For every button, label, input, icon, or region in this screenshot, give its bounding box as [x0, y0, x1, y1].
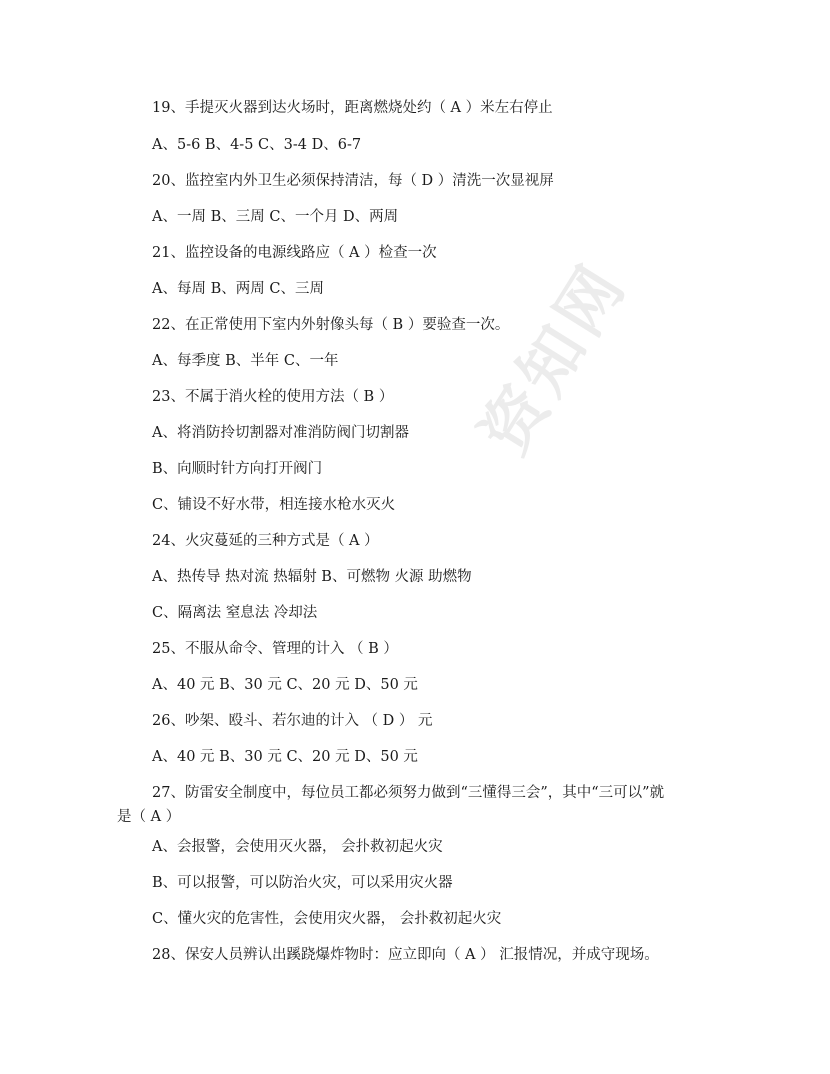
question-25: 25、不服从命令、管理的计入 （ B ）: [152, 641, 398, 657]
question-26: 26、吵架、殴斗、若尔迪的计入 （ D ） 元: [152, 713, 433, 729]
question-21: 21、监控设备的电源线路应（ A ）检查一次: [152, 245, 437, 261]
watermark: 资知网: [467, 249, 642, 468]
options-22: A、每季度 B、半年 C、一年: [152, 353, 339, 369]
option-23-c: C、铺设不好水带，相连接水枪水灭火: [152, 497, 396, 513]
options-21: A、每周 B、两周 C、三周: [152, 281, 324, 297]
question-19: 19、手提灭火器到达火场时，距离燃烧处约（ A ）米左右停止: [152, 100, 553, 116]
question-23: 23、不属于消火栓的使用方法（ B ）: [152, 389, 394, 405]
question-27: 27、防雷安全制度中，每位员工都必须努力做到“三懂得三会”，其中“三可以”就: [152, 785, 665, 801]
option-27-b: B、可以报警，可以防治火灾，可以采用灾火器: [152, 875, 453, 891]
option-23-a: A、将消防拎切割器对准消防阀门切割器: [152, 425, 409, 441]
options-19: A、5-6 B、4-5 C、3-4 D、6-7: [152, 137, 362, 153]
options-26: A、40 元 B、30 元 C、20 元 D、50 元: [152, 749, 418, 765]
question-28: 28、保安人员辨认出蹊跷爆炸物时：应立即向（ A ） 汇报情况，并成守现场。: [152, 947, 659, 963]
option-27-c: C、懂火灾的危害性，会使用灾火器， 会扑救初起火灾: [152, 911, 502, 927]
question-20: 20、监控室内外卫生必须保持清洁，每（ D ）清洗一次显视屏: [152, 173, 554, 189]
question-27-continued: 是（ A ）: [117, 809, 181, 825]
options-25: A、40 元 B、30 元 C、20 元 D、50 元: [152, 677, 418, 693]
question-22: 22、在正常使用下室内外射像头每（ B ）要验查一次。: [152, 317, 510, 333]
option-23-b: B、向顺时针方向打开阀门: [152, 461, 323, 477]
options-20: A、一周 B、三周 C、一个月 D、两周: [152, 209, 399, 225]
option-24-c: C、隔离法 窒息法 冷却法: [152, 605, 318, 621]
option-27-a: A、会报警，会使用灭火器， 会扑救初起火灾: [152, 839, 443, 855]
options-24-ab: A、热传导 热对流 热辐射 B、可燃物 火源 助燃物: [152, 569, 472, 585]
question-24: 24、火灾蔓延的三种方式是（ A ）: [152, 533, 379, 549]
